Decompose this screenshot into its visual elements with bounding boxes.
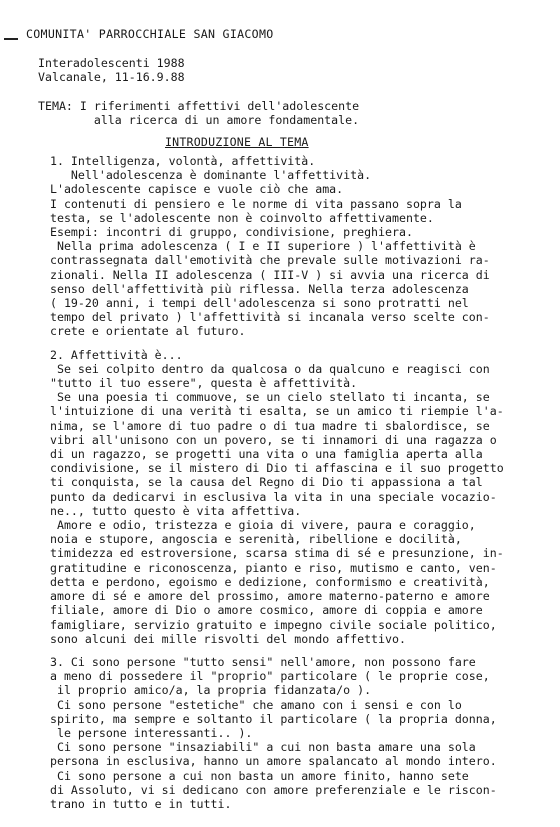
- text-line: ti conquista, se la causa del Regno di Dio ti appassiona a tal: [43, 475, 483, 490]
- text-line: a meno di possedere il "proprio" particolare ( le proprie cose,: [43, 669, 490, 684]
- text-line: Amore e odio, tristezza e gioia di vivere, paura e coraggio,: [43, 518, 476, 533]
- text-line: Ci sono persone "insaziabili" a cui non basta amare una sola: [43, 740, 476, 755]
- text-line: senso dell'affettività più riflessa. Nella terza adolescenza: [43, 281, 469, 296]
- text-line: vibri all'unisono con un povero, se ti innamori di una ragazza o: [43, 432, 497, 447]
- text-line: contrassegnata dall'emotività che prevale sulle motivazioni ra-: [43, 253, 490, 268]
- text-line: Esempi: incontri di gruppo, condivisione, preghiera.: [43, 225, 413, 240]
- text-line: di Assoluto, vi si dedicano con amore preferenziale e le riscon-: [43, 782, 497, 797]
- text-line: gratitudine e riconoscenza, pianto e riso, mutismo e canto, ven-: [43, 560, 497, 575]
- text-line: amore di sé e amore del prossimo, amore materno-paterno e amore: [43, 589, 490, 604]
- parish-header: COMUNITA' PARROCCHIALE SAN GIACOMO: [26, 27, 274, 41]
- text-line: le persone interessanti.. ).: [43, 725, 253, 740]
- text-line: L'adolescente capisce e vuole ciò che ama.: [43, 182, 344, 197]
- text-line: spirito, ma sempre e soltanto il particolare ( la propria donna,: [43, 711, 497, 726]
- section-title: INTRODUZIONE AL TEMA: [165, 135, 309, 149]
- text-line: 1. Intelligenza, volontà, affettività.: [43, 154, 316, 168]
- text-line: I contenuti di pensiero e le norme di vita passano sopra la: [43, 196, 462, 211]
- text-line: ( 19-20 anni, i tempi dell'adolescenza si sono protratti nel: [43, 296, 469, 311]
- text-line: il proprio amico/a, la propria fidanzata/o ).: [43, 683, 372, 698]
- text-line: punto da dedicarvi in esclusiva la vita in una speciale vocazio-: [43, 489, 497, 504]
- text-line: Se una poesia ti commuove, se un cielo stellato ti incanta, se: [43, 390, 490, 405]
- margin-dash: [4, 38, 18, 40]
- text-line: nima, se l'amore di tuo padre o di tua madre ti sbalordisce, se: [43, 418, 490, 433]
- text-line: filiale, amore di Dio o amore cosmico, amore di coppia e amore: [43, 603, 483, 618]
- text-line: Nella prima adolescenza ( I e II superiore ) l'affettività è: [43, 239, 476, 254]
- text-line: Nell'adolescenza è dominante l'affettività.: [43, 168, 372, 183]
- document-body: [43, 154, 543, 811]
- text-line: crete e orientate al futuro.: [43, 324, 246, 339]
- text-line: trano in tutto e in tutti.: [43, 796, 232, 811]
- text-line: 2. Affettività è...: [43, 347, 183, 362]
- section-2: [43, 348, 543, 646]
- text-line: Ci sono persone a cui non basta un amore finito, hanno sete: [43, 768, 469, 783]
- text-line: Se sei colpito dentro da qualcosa o da qualcuno e reagisci con: [43, 361, 490, 376]
- text-line: Ci sono persone "estetiche" che amano con i sensi e con lo: [43, 697, 462, 712]
- section-gap: [43, 646, 543, 655]
- theme-block: [38, 99, 359, 127]
- text-line: l'intuizione di una verità ti esalta, se un amico ti riempie l'a-: [43, 404, 504, 419]
- text-line: sono alcuni dei mille risvolti del mondo affettivo.: [43, 631, 406, 646]
- theme-line: alla ricerca di un amore fondamentale.: [38, 113, 360, 128]
- text-line: noia e stupore, angoscia e serenità, ribellione e docilità,: [43, 532, 462, 547]
- text-line: zionali. Nella II adolescenza ( III-V ) si avvia una ricerca di: [43, 267, 490, 282]
- section-gap: [43, 339, 543, 348]
- text-line: timidezza ed estroversione, scarsa stima di sé e presunzione, in-: [43, 546, 504, 561]
- text-line: famigliare, servizio gratuito e impegno civile sociale politico,: [43, 617, 497, 632]
- text-line: ne.., tutto questo è vita affettiva.: [43, 503, 302, 518]
- event-place-date: Valcanale, 11-16.9.88: [38, 70, 185, 85]
- theme-line: TEMA: I riferimenti affettivi dell'adolescente: [38, 99, 360, 113]
- text-line: detta e perdono, egoismo e dedizione, conformismo e creatività,: [43, 574, 490, 589]
- text-line: tempo del privato ) l'affettività si incanala verso scelte con-: [43, 310, 490, 325]
- text-line: persona in esclusiva, hanno un amore spalancato al mondo intero.: [43, 754, 497, 769]
- text-line: di un ragazzo, se progetti una vita o una famiglia aperta alla: [43, 447, 483, 462]
- text-line: 3. Ci sono persone "tutto sensi" nell'amore, non possono fare: [43, 654, 476, 669]
- section-3: [43, 655, 543, 811]
- event-name: Interadolescenti 1988: [38, 56, 185, 70]
- section-1: [43, 154, 543, 339]
- text-line: testa, se l'adolescente non è coinvolto affettivamente.: [43, 210, 434, 225]
- event-info: [38, 56, 185, 84]
- text-line: condivisione, se il mistero di Dio ti affascina e il suo progetto: [43, 461, 504, 476]
- text-line: "tutto il tuo essere", questa è affettività.: [43, 376, 358, 391]
